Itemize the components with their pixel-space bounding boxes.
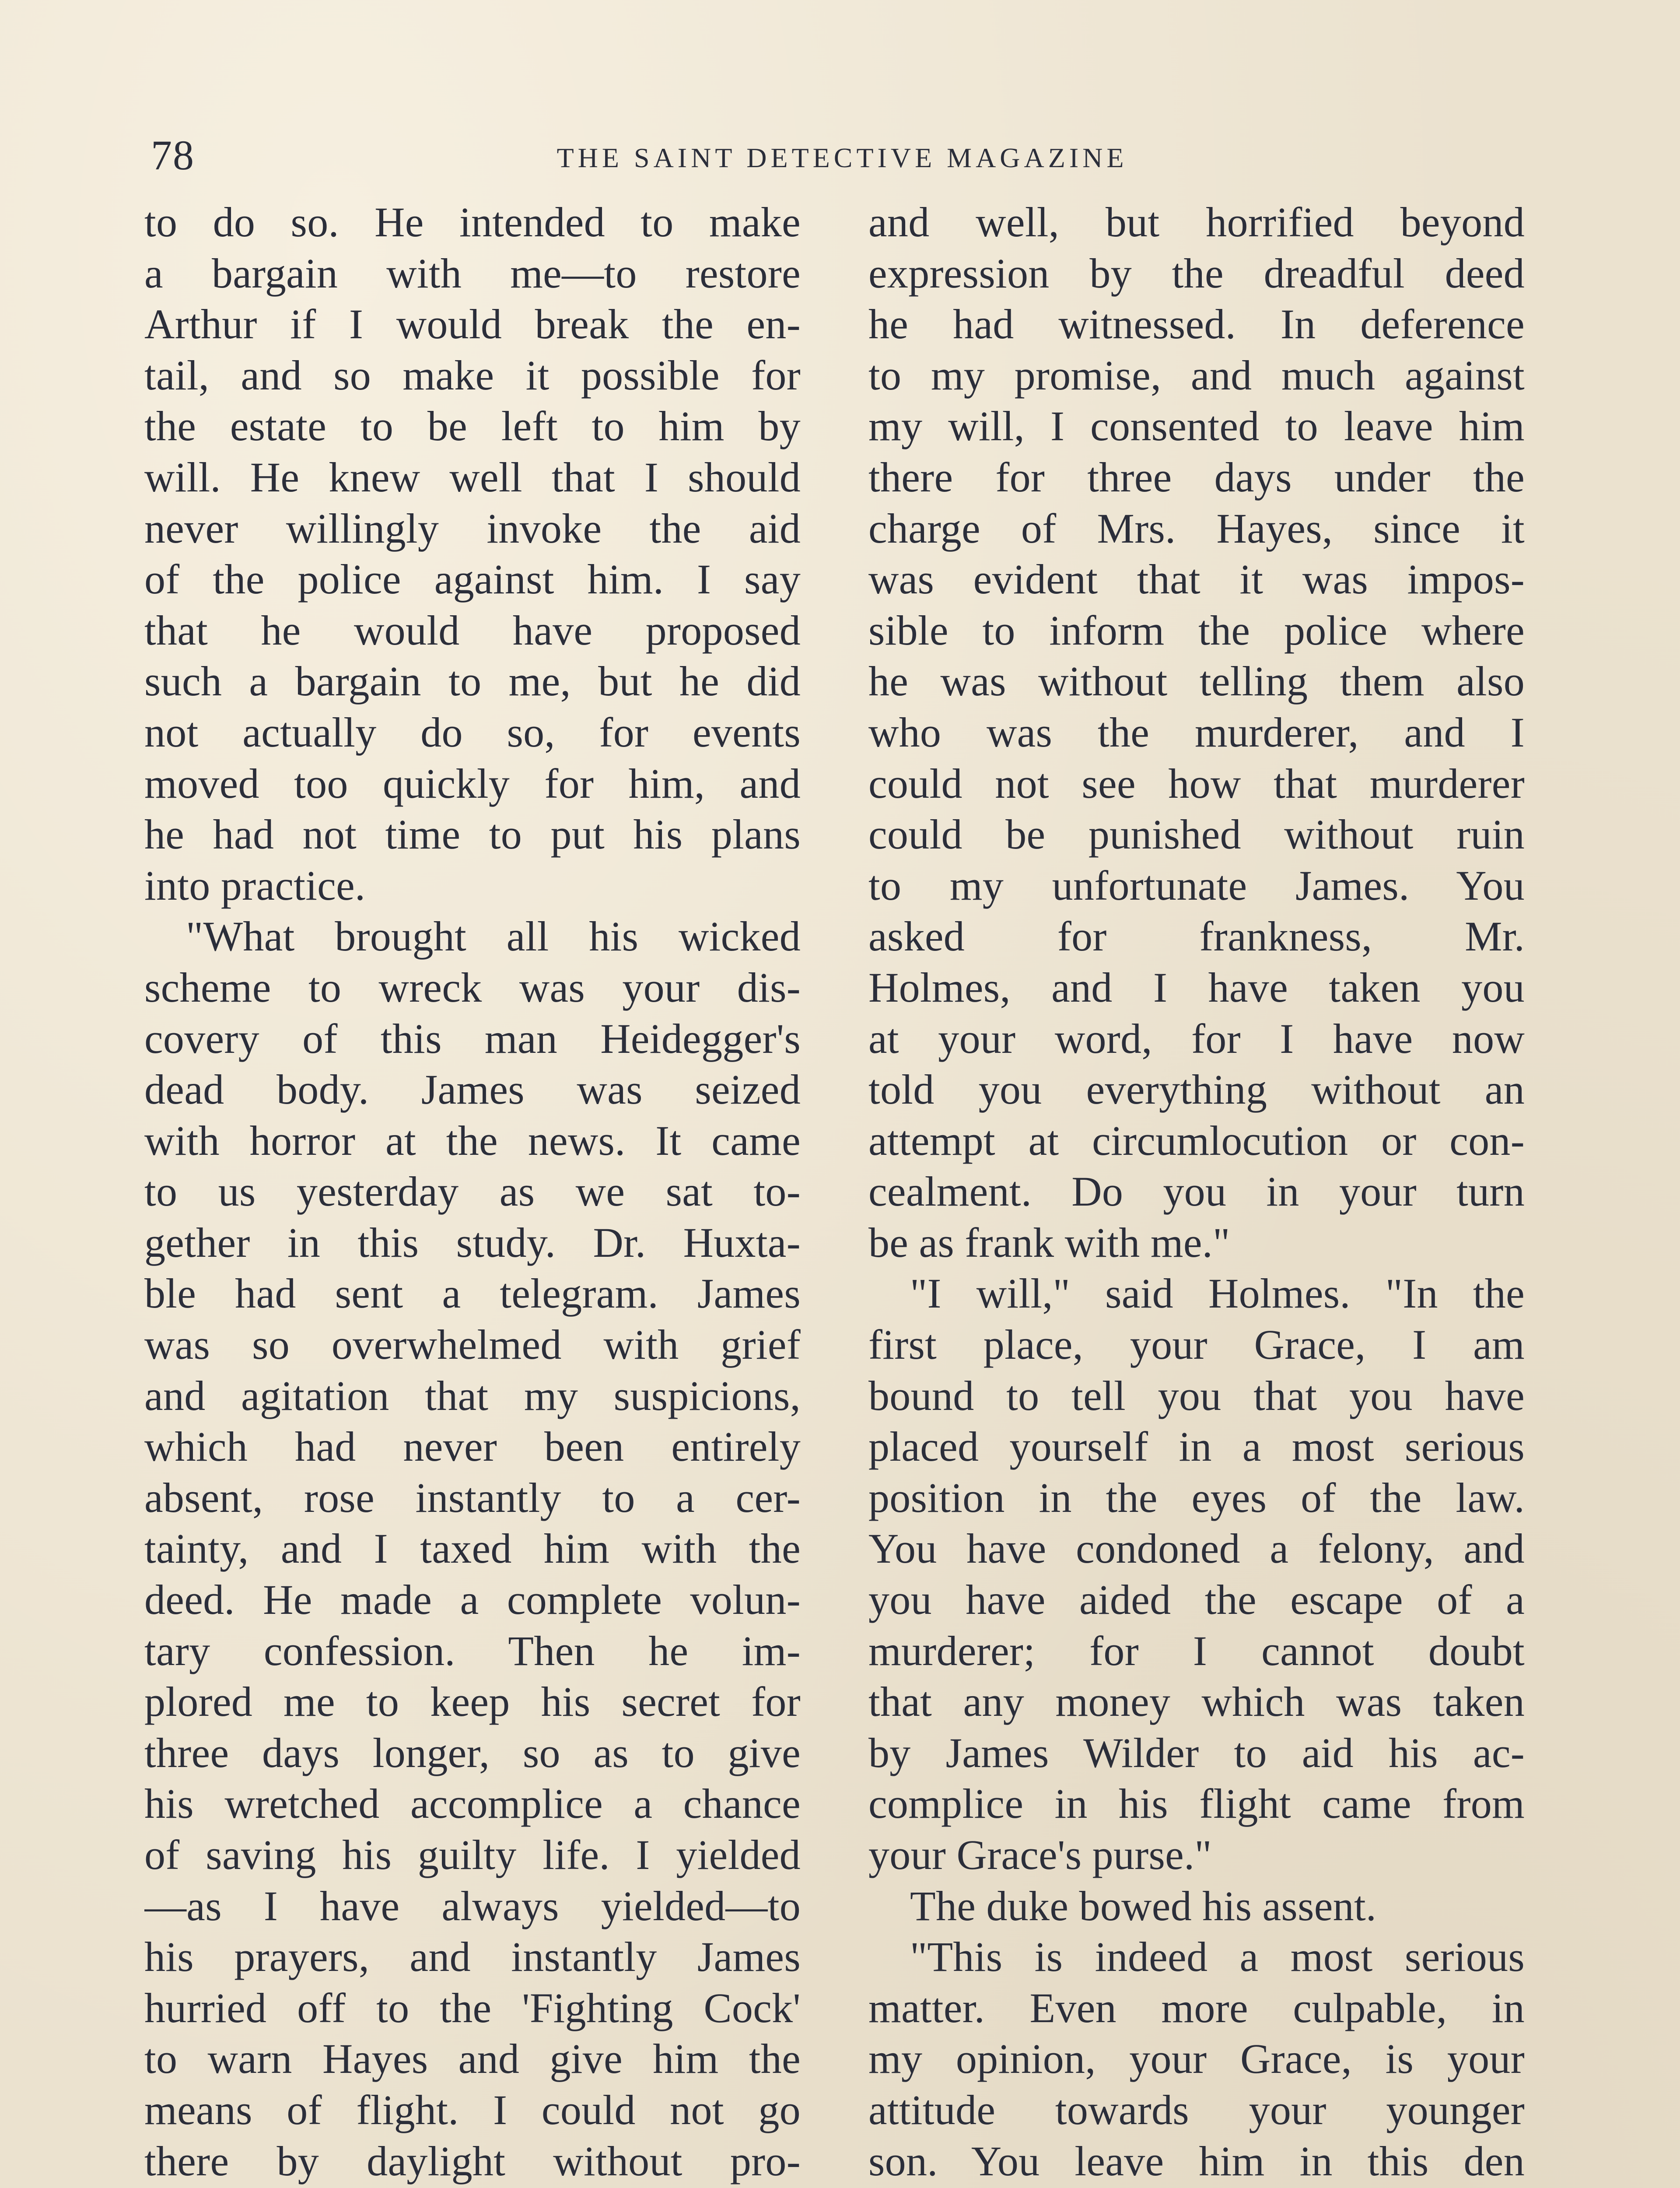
text-line: "I will," said Holmes. "In the <box>910 1270 1525 1317</box>
text-line: son. You leave him in this den <box>868 2137 1525 2184</box>
text-line: hurried off to the 'Fighting Cock' <box>144 1984 801 2031</box>
page-header <box>151 127 1533 184</box>
text-line: was evident that it was impos- <box>868 556 1525 603</box>
text-line: position in the eyes of the law. <box>868 1474 1525 1521</box>
right-text-column <box>868 197 1525 2188</box>
text-line: first place, your Grace, I am <box>868 1321 1525 1368</box>
text-line: the estate to be left to him by <box>144 403 801 450</box>
text-line: at your word, for I have now <box>868 1015 1525 1062</box>
text-line: attitude towards your younger <box>868 2086 1525 2133</box>
text-line: attempt at circumlocution or con- <box>868 1117 1525 1164</box>
text-line: deed. He made a complete volun- <box>144 1576 801 1623</box>
text-line: that he would have proposed <box>144 607 801 654</box>
text-line: his prayers, and instantly James <box>144 1933 801 1981</box>
text-line: Arthur if I would break the en- <box>144 301 801 348</box>
text-line: —as I have always yielded—to <box>144 1882 801 1929</box>
text-line: was so overwhelmed with grief <box>144 1321 801 1368</box>
text-line: "What brought all his wicked <box>186 913 801 960</box>
text-line: sible to inform the police where <box>868 607 1525 654</box>
text-line: my will, I consented to leave him <box>868 403 1525 450</box>
text-line: he had witnessed. In deference <box>868 301 1525 348</box>
text-line: by James Wilder to aid his ac- <box>868 1729 1525 1776</box>
text-line: tary confession. Then he im- <box>144 1627 801 1674</box>
text-line: charge of Mrs. Hayes, since it <box>868 505 1525 552</box>
text-line: scheme to wreck was your dis- <box>144 964 801 1011</box>
text-line: never willingly invoke the aid <box>144 505 801 552</box>
text-line: his wretched accomplice a chance <box>144 1780 801 1827</box>
text-line: could be punished without ruin <box>868 811 1525 858</box>
text-line: "This is indeed a most serious <box>910 1933 1525 1981</box>
text-line: ble had sent a telegram. James <box>144 1270 801 1317</box>
text-line: not actually do so, for events <box>144 708 801 756</box>
text-line: tainty, and I taxed him with the <box>144 1525 801 1572</box>
text-line: of saving his guilty life. I yielded <box>144 1831 801 1878</box>
text-line: gether in this study. Dr. Huxta- <box>144 1219 801 1266</box>
text-line: there by daylight without pro- <box>144 2137 801 2184</box>
text-line: to my promise, and much against <box>868 351 1525 399</box>
text-line: expression by the dreadful deed <box>868 249 1525 297</box>
text-line: dead body. James was seized <box>144 1066 801 1113</box>
text-line: The duke bowed his assent. <box>910 1882 1377 1929</box>
text-line: covery of this man Heidegger's <box>144 1015 801 1062</box>
text-line: cealment. Do you in your turn <box>868 1168 1525 1215</box>
text-line: murderer; for I cannot doubt <box>868 1627 1525 1674</box>
text-line: your Grace's purse." <box>868 1831 1212 1878</box>
text-line: that any money which was taken <box>868 1678 1525 1725</box>
page-number: 78 <box>151 132 195 179</box>
text-line: asked for frankness, Mr. <box>868 913 1525 960</box>
text-line: will. He knew well that I should <box>144 453 801 501</box>
text-line: be as frank with me." <box>868 1219 1230 1266</box>
text-line: and agitation that my suspicions, <box>144 1372 801 1419</box>
text-line: with horror at the news. It came <box>144 1117 801 1164</box>
text-line: complice in his flight came from <box>868 1780 1525 1827</box>
text-line: to warn Hayes and give him the <box>144 2035 801 2083</box>
text-line: and well, but horrified beyond <box>868 199 1525 245</box>
text-line: to us yesterday as we sat to- <box>144 1168 801 1215</box>
text-line: to my unfortunate James. You <box>868 862 1525 909</box>
text-line: three days longer, so as to give <box>144 1729 801 1776</box>
text-line: placed yourself in a most serious <box>868 1423 1525 1470</box>
left-text-column <box>144 197 801 2188</box>
running-title: THE SAINT DETECTIVE MAGAZINE <box>556 142 1128 173</box>
text-line: of the police against him. I say <box>144 556 801 603</box>
text-line: which had never been entirely <box>144 1423 801 1470</box>
text-line: absent, rose instantly to a cer- <box>144 1474 801 1521</box>
text-line: Holmes, and I have taken you <box>868 964 1525 1011</box>
text-line: such a bargain to me, but he did <box>144 658 801 705</box>
text-line: a bargain with me—to restore <box>144 249 801 297</box>
text-line: bound to tell you that you have <box>868 1372 1525 1419</box>
text-line: You have condoned a felony, and <box>868 1525 1525 1572</box>
text-line: could not see how that murderer <box>868 760 1525 807</box>
text-line: who was the murderer, and I <box>868 708 1525 756</box>
text-line: my opinion, your Grace, is your <box>868 2035 1525 2083</box>
text-line: he was without telling them also <box>868 658 1525 705</box>
text-line: means of flight. I could not go <box>144 2086 801 2133</box>
text-line: tail, and so make it possible for <box>144 351 801 399</box>
text-line: into practice. <box>144 862 366 909</box>
text-line: moved too quickly for him, and <box>144 760 801 807</box>
text-line: told you everything without an <box>868 1066 1525 1113</box>
text-line: matter. Even more culpable, in <box>868 1984 1525 2031</box>
text-line: plored me to keep his secret for <box>144 1678 801 1725</box>
text-line: to do so. He intended to make <box>144 199 801 245</box>
text-line: you have aided the escape of a <box>868 1576 1525 1623</box>
text-line: he had not time to put his plans <box>144 811 801 858</box>
text-line: there for three days under the <box>868 453 1525 501</box>
